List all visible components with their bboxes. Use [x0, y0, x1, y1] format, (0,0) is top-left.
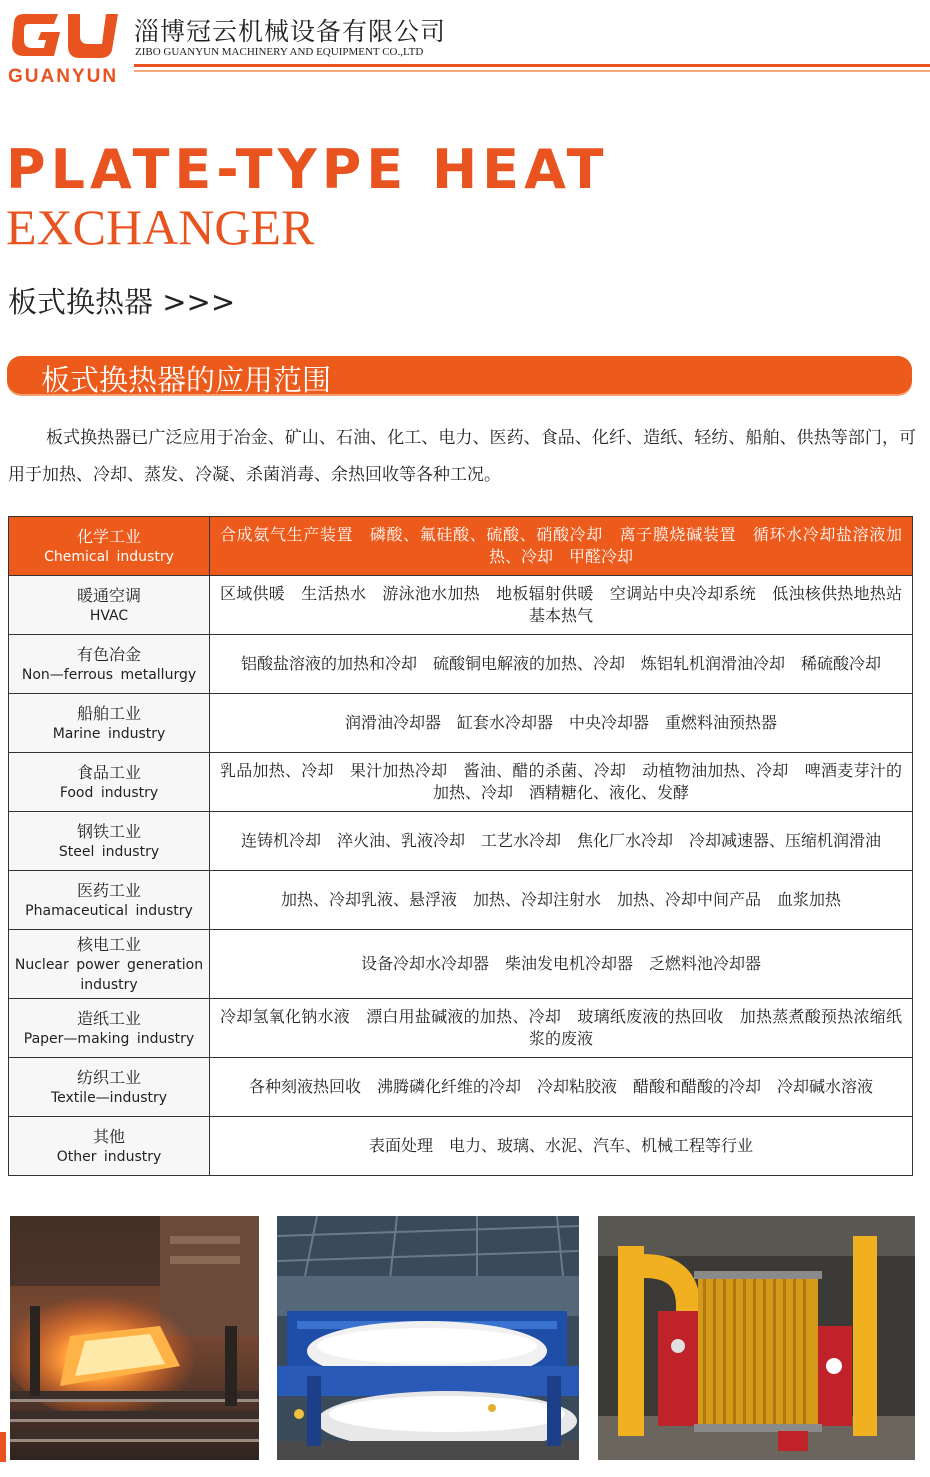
category-en: Phamaceutical industry [25, 902, 193, 919]
section-banner [7, 356, 912, 397]
category-en: Non—ferrous metallurgy [21, 666, 197, 683]
table-row [9, 930, 913, 999]
applications-cell: 铝酸盐溶液的加热和冷却 硫酸铜电解液的加热、冷却 炼铝轧机润滑油冷却 稀硫酸冷却 [210, 635, 913, 694]
category-cn: 造纸工业 [76, 1008, 141, 1028]
steel-mill-photo [10, 1216, 259, 1460]
category-cn: 核电工业 [76, 934, 141, 954]
category-cn: 医药工业 [76, 880, 141, 900]
page-title-cn: 板式换热器 >>> [8, 285, 236, 319]
category-cn: 有色冶金 [76, 644, 141, 664]
category-en: Nuclear power generation industry [14, 956, 204, 993]
category-cn: 钢铁工业 [76, 821, 141, 841]
applications-cell: 区域供暖 生活热水 游泳池水加热 地板辐射供暖 空调站中央冷却系统 低浊核供热地热站基本热气 [210, 576, 913, 635]
category-cell [9, 635, 210, 694]
category-cn: 食品工业 [76, 762, 141, 782]
logo-wordmark: GUANYUN [8, 66, 119, 87]
table-row [9, 999, 913, 1058]
table-row [9, 635, 913, 694]
page-edge-marker [0, 1432, 6, 1462]
category-cn: 船舶工业 [76, 703, 141, 723]
category-cn: 其他 [92, 1126, 125, 1146]
applications-cell: 设备冷却水冷却器 柴油发电机冷却器 乏燃料池冷却器 [210, 930, 913, 999]
company-name-en: ZIBO GUANYUN MACHINERY AND EQUIPMENT CO.,LTD [135, 46, 424, 58]
applications-cell: 各种刻液热回收 沸腾磷化纤维的冷却 冷却粘胶液 醋酸和醋酸的冷却 冷却碱水溶液 [210, 1058, 913, 1117]
applications-cell: 加热、冷却乳液、悬浮液 加热、冷却注射水 加热、冷却中间产品 血浆加热 [210, 871, 913, 930]
applications-cell: 乳品加热、冷却 果汁加热冷却 酱油、醋的杀菌、冷却 动植物油加热、冷却 啤酒麦芽汁的加热、冷却 酒精糖化、液化、发酵 [210, 753, 913, 812]
applications-cell: 冷却氢氧化钠水液 漂白用盐碱液的加热、冷却 玻璃纸废液的热回收 加热蒸煮酸预热浓缩纸浆的废液 [210, 999, 913, 1058]
table-row [9, 1117, 913, 1176]
heat-exchanger-photo [598, 1216, 915, 1460]
paper-machine-illustration [277, 1216, 579, 1460]
table-row [9, 576, 913, 635]
applications-cell: 连铸机冷却 淬火油、乳液冷却 工艺水冷却 焦化厂水冷却 冷却减速器、压缩机润滑油 [210, 812, 913, 871]
table-row [9, 1058, 913, 1117]
category-en: Food industry [59, 784, 159, 801]
category-cell [9, 1058, 210, 1117]
category-cn: 暖通空调 [76, 585, 141, 605]
category-cell [9, 517, 210, 576]
category-en: Steel industry [58, 843, 160, 860]
category-cell [9, 999, 210, 1058]
category-en: Chemical industry [44, 548, 174, 565]
page-title-line1: PLATE-TYPE HEAT [6, 138, 609, 201]
category-cn: 纺织工业 [76, 1067, 141, 1087]
category-en: HVAC [89, 607, 129, 624]
company-logo [8, 10, 128, 87]
table-row [9, 694, 913, 753]
gy-logo-mark-icon [10, 10, 122, 62]
category-en: Textile—industry [50, 1089, 168, 1106]
applications-cell: 表面处理 电力、玻璃、水泥、汽车、机械工程等行业 [210, 1117, 913, 1176]
steel-casting-illustration [10, 1216, 259, 1460]
category-en: Other industry [56, 1148, 162, 1165]
intro-paragraph: 板式换热器已广泛应用于冶金、矿山、石油、化工、电力、医药、食品、化纤、造纸、轻纺、船舶、供热等部门，可用于加热、冷却、蒸发、冷凝、杀菌消毒、余热回收等各种工况。 [8, 428, 916, 485]
category-cell [9, 753, 210, 812]
category-cell [9, 576, 210, 635]
header-divider [134, 64, 930, 67]
table-row [9, 871, 913, 930]
table-row [9, 517, 913, 576]
application-table [8, 516, 913, 1176]
category-en: Marine industry [52, 725, 166, 742]
table-row [9, 753, 913, 812]
paper-machine-photo [277, 1216, 579, 1460]
applications-cell: 合成氨气生产装置 磷酸、氟硅酸、硫酸、硝酸冷却 离子膜烧碱装置 循环水冷却盐溶液加热、冷却 甲醛冷却 [210, 517, 913, 576]
section-title: 板式换热器的应用范围 [41, 363, 332, 397]
table-row [9, 812, 913, 871]
header-divider-light [134, 70, 930, 72]
category-cell [9, 812, 210, 871]
category-cn: 化学工业 [76, 526, 141, 546]
category-cell [9, 694, 210, 753]
category-cell [9, 930, 210, 999]
category-en: Paper—making industry [23, 1030, 195, 1047]
category-cell [9, 1117, 210, 1176]
applications-cell: 润滑油冷却器 缸套水冷却器 中央冷却器 重燃料油预热器 [210, 694, 913, 753]
company-name-cn: 淄博冠云机械设备有限公司 [134, 17, 447, 46]
page-title-line2: EXCHANGER [6, 199, 315, 255]
category-cell [9, 871, 210, 930]
plate-heat-exchanger-illustration [598, 1216, 915, 1460]
